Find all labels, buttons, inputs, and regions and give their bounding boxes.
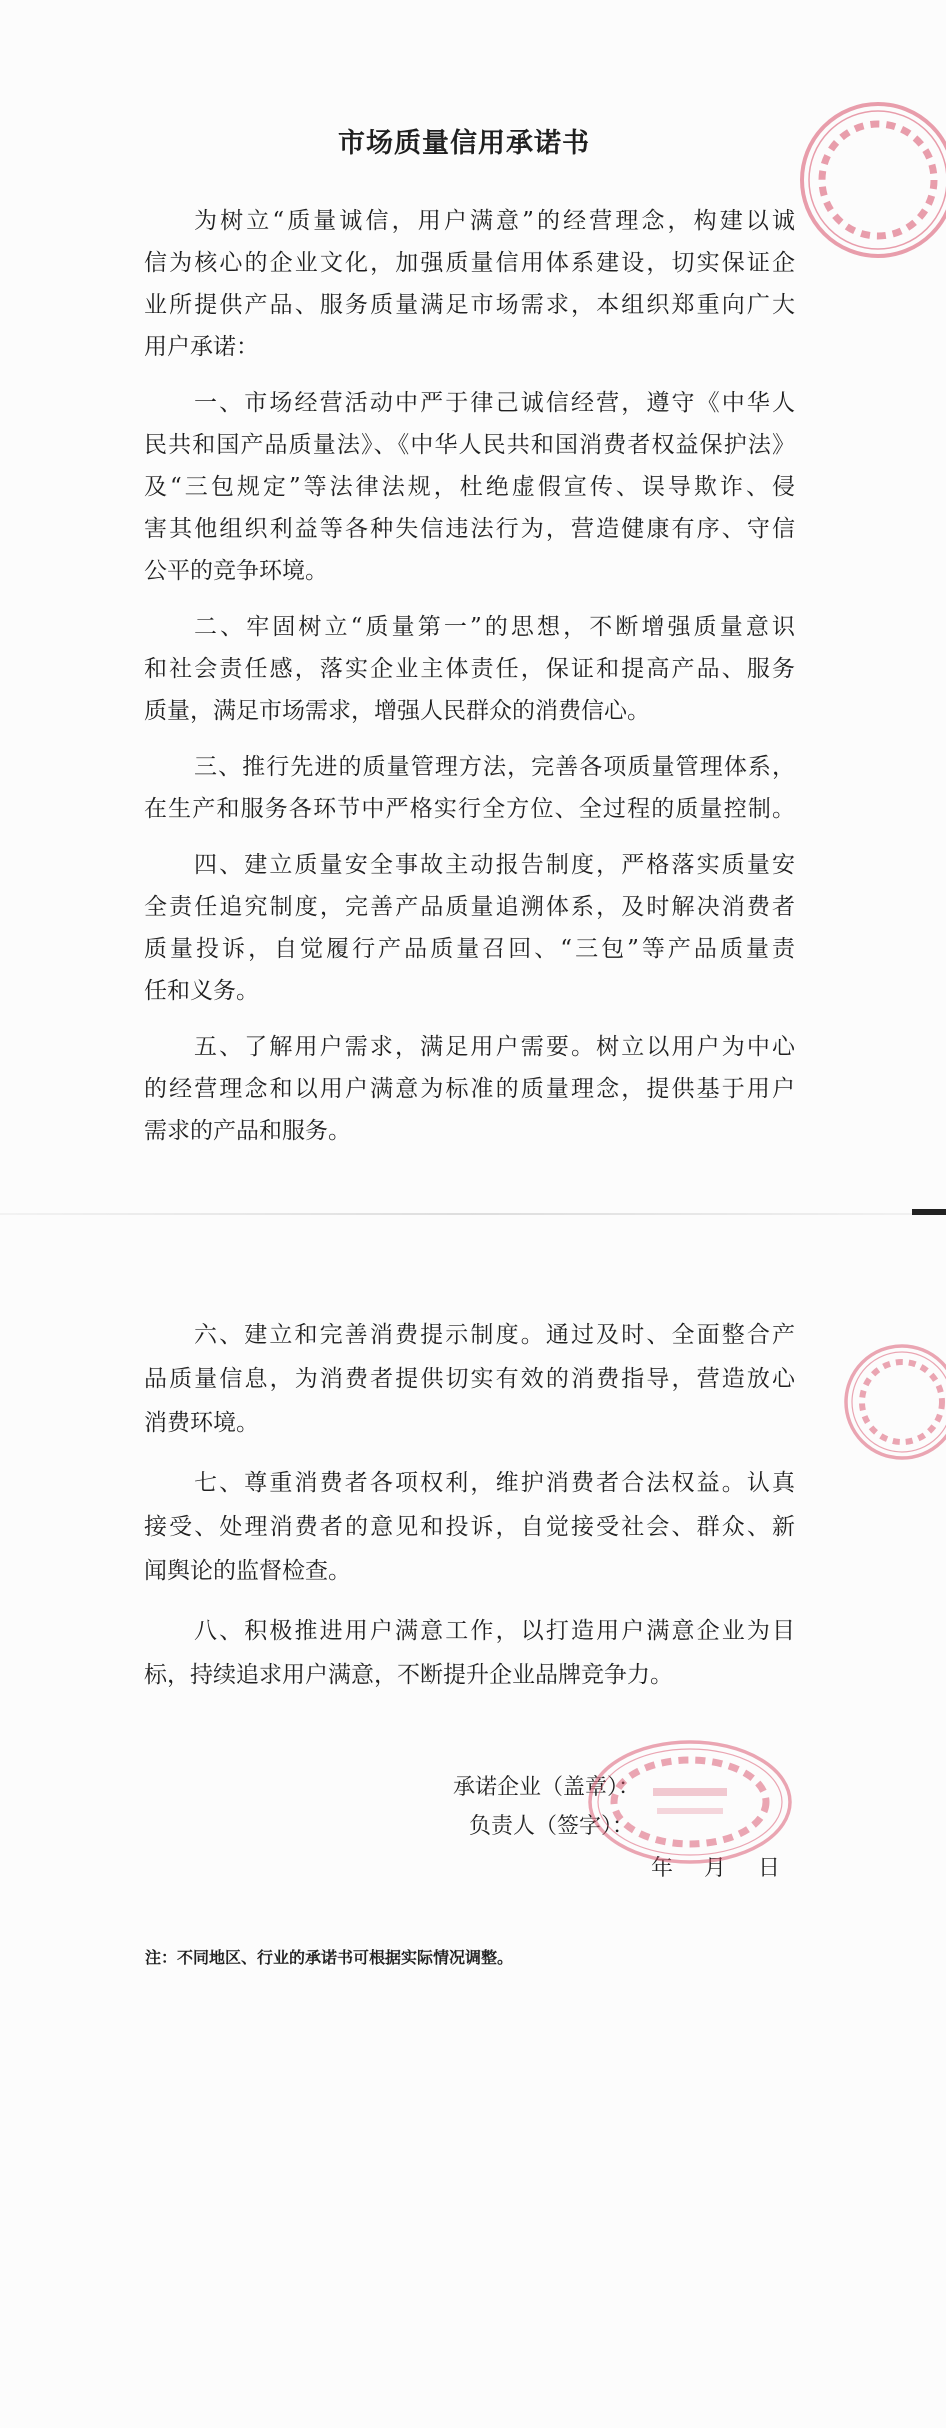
commitment-5 [144, 1026, 795, 1152]
company-seal-page2 [838, 1340, 946, 1465]
body-line: 需求的产品和服务。 [144, 1118, 351, 1144]
date-year: 年 [651, 1856, 674, 1881]
body-line: 害其他组织利益等各种失信违法行为，营造健康有序、守信 [144, 516, 795, 542]
body-line: 品质量信息，为消费者提供切实有效的消费指导，营造放心 [144, 1366, 795, 1392]
body-line: 七、尊重消费者各项权利，维护消费者合法权益。认真 [194, 1470, 795, 1496]
body-line: 接受、处理消费者的意见和投诉，自觉接受社会、群众、新 [144, 1514, 795, 1540]
body-line: 及“三包规定”等法律法规，杜绝虚假宣传、误导欺诈、侵 [144, 474, 795, 500]
commitment-4 [144, 844, 795, 1012]
commitment-3 [144, 746, 795, 830]
body-line: 全责任追究制度，完善产品质量追溯体系，及时解决消费者 [144, 894, 795, 920]
commitment-1 [144, 382, 795, 592]
body-line: 二、牢固树立“质量第一”的思想，不断增强质量意识 [194, 614, 795, 640]
company-seal-label: 承诺企业（盖章）： [453, 1775, 641, 1800]
body-line: 标，持续追求用户满意，不断提升企业品牌竞争力。 [144, 1662, 673, 1688]
commitment-2 [144, 606, 795, 732]
body-line: 为树立“质量诚信，用户满意”的经营理念，构建以诚 [194, 208, 795, 234]
body-line: 在生产和服务各环节中严格实行全方位、全过程的质量控制。 [144, 796, 795, 822]
body-line: 业所提供产品、服务质量满足市场需求，本组织郑重向广大 [144, 292, 795, 318]
date-day: 日 [758, 1856, 781, 1881]
body-line: 闻舆论的监督检查。 [144, 1558, 351, 1584]
company-seal-top [788, 96, 946, 266]
body-line: 任和义务。 [144, 978, 259, 1004]
page-divider [0, 1213, 946, 1215]
body-line: 公平的竞争环境。 [144, 558, 328, 584]
intro-paragraph [144, 200, 795, 368]
commitment-7 [144, 1461, 795, 1593]
commitment-6 [144, 1313, 795, 1445]
body-line: 五、了解用户需求，满足用户需要。树立以用户为中心 [194, 1034, 795, 1060]
footnote: 注：不同地区、行业的承诺书可根据实际情况调整。 [145, 1948, 514, 1967]
scan-edge-mark [912, 1209, 946, 1215]
body-line: 和社会责任感，落实企业主体责任，保证和提高产品、服务 [144, 656, 795, 682]
commitment-8 [144, 1609, 795, 1697]
body-line: 六、建立和完善消费提示制度。通过及时、全面整合产 [194, 1322, 795, 1348]
body-line: 用户承诺： [144, 334, 259, 360]
responsible-person-label: 负责人（签字）： [469, 1814, 635, 1839]
body-line: 质量投诉，自觉履行产品质量召回、“三包”等产品质量责 [144, 936, 795, 962]
body-line: 质量，满足市场需求，增强人民群众的消费信心。 [144, 698, 650, 724]
body-line: 消费环境。 [144, 1410, 259, 1436]
document-title: 市场质量信用承诺书 [338, 128, 590, 159]
body-line: 三、推行先进的质量管理方法，完善各项质量管理体系， [194, 754, 795, 780]
body-line: 的经营理念和以用户满意为标准的质量理念，提供基于用户 [144, 1076, 795, 1102]
body-line: 一、市场经营活动中严于律己诚信经营，遵守《中华人 [194, 390, 795, 416]
company-seal-signature [585, 1738, 795, 1866]
body-line: 民共和国产品质量法》、《中华人民共和国消费者权益保护法》 [144, 432, 795, 458]
date-month: 月 [704, 1856, 727, 1881]
body-line: 信为核心的企业文化，加强质量信用体系建设，切实保证企 [144, 250, 795, 276]
body-line: 八、积极推进用户满意工作，以打造用户满意企业为目 [194, 1618, 795, 1644]
body-line: 四、建立质量安全事故主动报告制度，严格落实质量安 [194, 852, 795, 878]
